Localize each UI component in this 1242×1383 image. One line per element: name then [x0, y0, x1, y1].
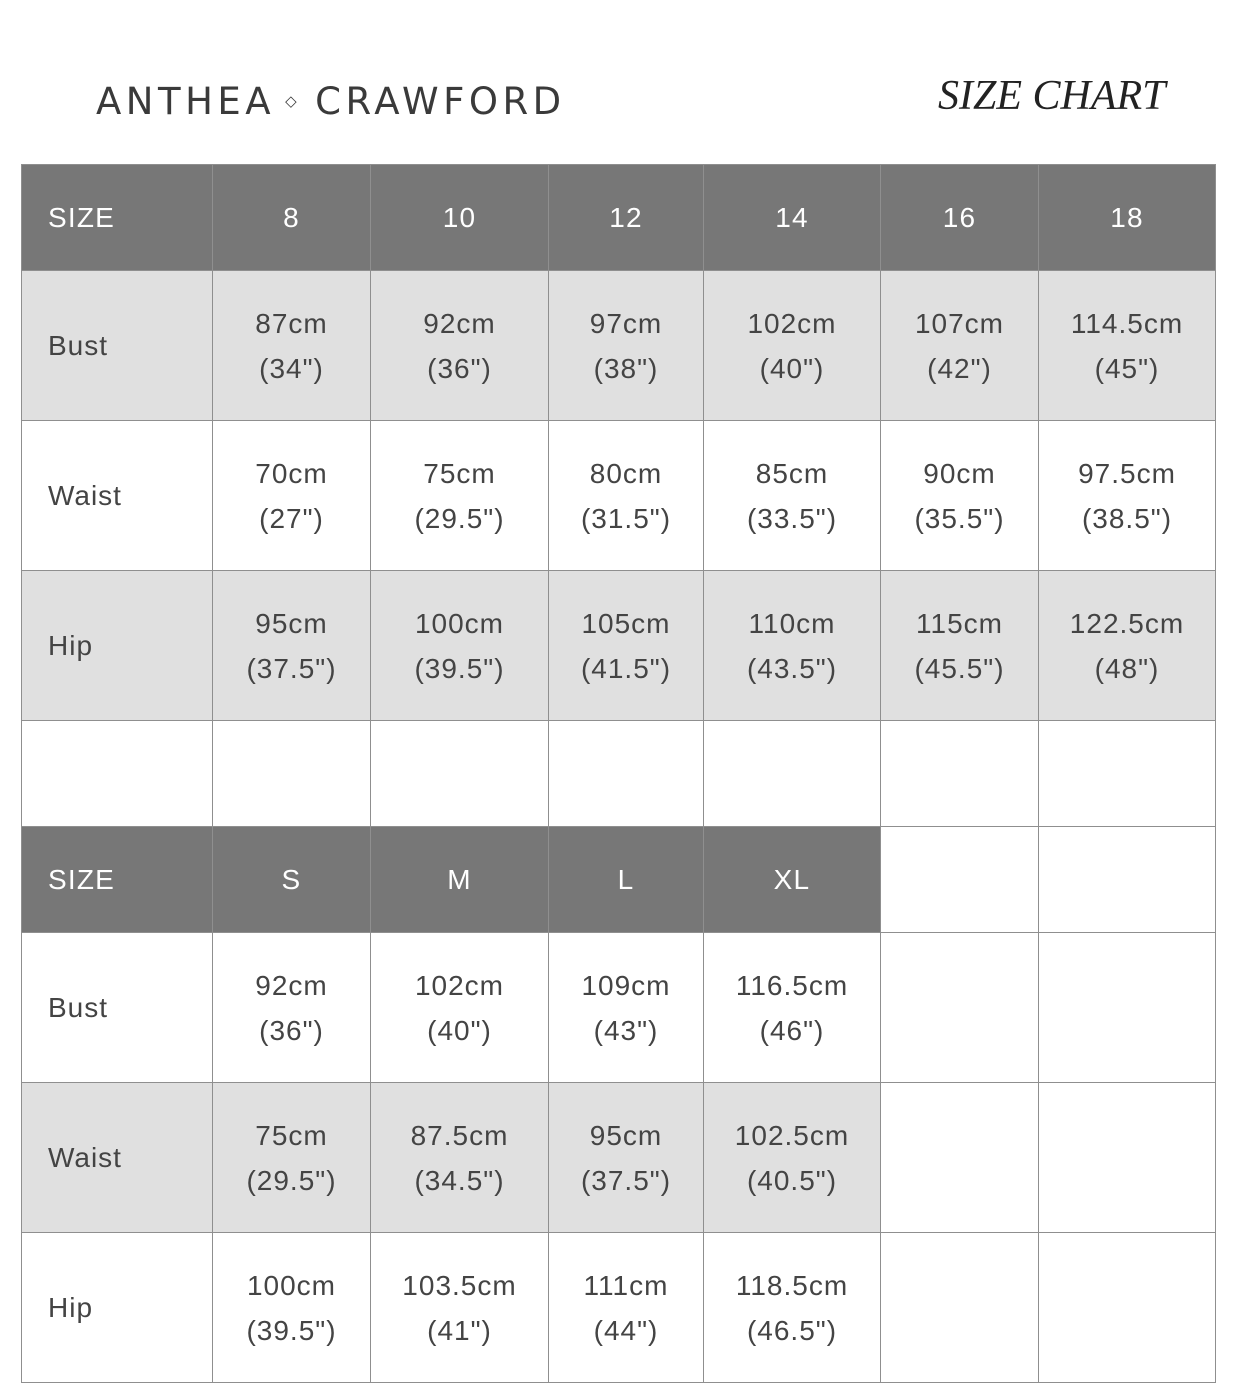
brand-logo — [96, 80, 566, 123]
table-cell: 92cm (36") — [213, 933, 371, 1083]
size-header-12: 12 — [549, 165, 704, 271]
table-cell: 80cm (31.5") — [549, 421, 704, 571]
size-header-18: 18 — [1039, 165, 1216, 271]
spacer-row — [22, 721, 1216, 827]
letter-size-header-row — [22, 827, 1216, 933]
table-cell: 87.5cm (34.5") — [371, 1083, 549, 1233]
table-cell: 75cm (29.5") — [371, 421, 549, 571]
table-cell: 95cm (37.5") — [549, 1083, 704, 1233]
table-cell: 75cm (29.5") — [213, 1083, 371, 1233]
table-cell: 109cm (43") — [549, 933, 704, 1083]
brand-name-last: CRAWFORD — [315, 80, 566, 123]
size-chart-table — [21, 164, 1216, 1383]
table-row — [22, 421, 1216, 571]
table-cell: 97.5cm (38.5") — [1039, 421, 1216, 571]
table-cell: 92cm (36") — [371, 271, 549, 421]
row-label: Bust — [22, 933, 213, 1083]
table-cell: 100cm (39.5") — [213, 1233, 371, 1383]
table-cell: 122.5cm (48") — [1039, 571, 1216, 721]
row-label: Hip — [22, 571, 213, 721]
table-row — [22, 1233, 1216, 1383]
size-header-10: 10 — [371, 165, 549, 271]
page-title: SIZE CHART — [938, 73, 1166, 119]
table-row — [22, 571, 1216, 721]
size-header-16: 16 — [881, 165, 1039, 271]
table-cell: 70cm (27") — [213, 421, 371, 571]
table-cell: 111cm (44") — [549, 1233, 704, 1383]
table-cell: 115cm (45.5") — [881, 571, 1039, 721]
table-cell: 105cm (41.5") — [549, 571, 704, 721]
size-header-m: M — [371, 827, 549, 933]
size-header-label: SIZE — [22, 165, 213, 271]
size-header-14: 14 — [704, 165, 881, 271]
table-cell: 90cm (35.5") — [881, 421, 1039, 571]
table-cell: 100cm (39.5") — [371, 571, 549, 721]
brand-name-first: ANTHEA — [96, 80, 276, 123]
table-cell: 102.5cm (40.5") — [704, 1083, 881, 1233]
table-cell: 116.5cm (46") — [704, 933, 881, 1083]
table-row — [22, 271, 1216, 421]
table-cell: 95cm (37.5") — [213, 571, 371, 721]
table-cell: 102cm (40") — [704, 271, 881, 421]
size-header-s: S — [213, 827, 371, 933]
row-label: Waist — [22, 1083, 213, 1233]
table-cell: 97cm (38") — [549, 271, 704, 421]
table-cell: 85cm (33.5") — [704, 421, 881, 571]
numeric-size-header-row — [22, 165, 1216, 271]
table-cell: 102cm (40") — [371, 933, 549, 1083]
table-cell: 87cm (34") — [213, 271, 371, 421]
diamond-icon: ◇ — [285, 91, 302, 110]
table-row — [22, 933, 1216, 1083]
table-cell: 103.5cm (41") — [371, 1233, 549, 1383]
table-cell: 114.5cm (45") — [1039, 271, 1216, 421]
size-header-label: SIZE — [22, 827, 213, 933]
table-row — [22, 1083, 1216, 1233]
row-label: Hip — [22, 1233, 213, 1383]
table-cell: 118.5cm (46.5") — [704, 1233, 881, 1383]
row-label: Bust — [22, 271, 213, 421]
size-header-xl: XL — [704, 827, 881, 933]
table-cell: 110cm (43.5") — [704, 571, 881, 721]
size-header-8: 8 — [213, 165, 371, 271]
table-cell: 107cm (42") — [881, 271, 1039, 421]
size-header-l: L — [549, 827, 704, 933]
row-label: Waist — [22, 421, 213, 571]
